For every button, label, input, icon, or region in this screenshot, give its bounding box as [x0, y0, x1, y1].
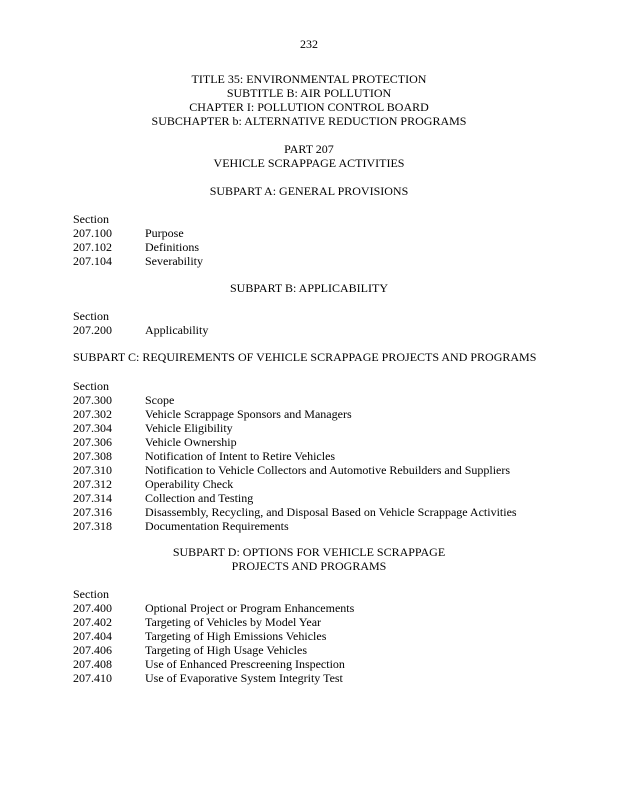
list-item [73, 435, 237, 449]
section-title: Use of Evaporative System Integrity Test [145, 671, 343, 685]
list-item [73, 449, 336, 463]
list-item [73, 407, 352, 421]
section-number: 207.318 [73, 519, 112, 533]
page-number: 232 [300, 37, 318, 51]
list-item [73, 615, 322, 629]
subpart-b-heading [0, 281, 618, 295]
section-title: Severability [145, 254, 203, 268]
section-title: Documentation Requirements [145, 519, 289, 533]
section-label: Section [73, 212, 109, 226]
title-line: TITLE 35: ENVIRONMENTAL PROTECTION [191, 72, 427, 86]
subchapter-line: SUBCHAPTER b: ALTERNATIVE REDUCTION PROGRAMS [151, 114, 467, 128]
section-title: Vehicle Eligibility [145, 421, 233, 435]
section-title: Collection and Testing [145, 491, 254, 505]
list-item [73, 657, 345, 671]
list-item [73, 240, 199, 254]
subpart-c-section-list [73, 379, 517, 533]
section-title: Scope [145, 393, 175, 407]
list-item [73, 601, 355, 615]
list-item [73, 254, 203, 268]
list-item [73, 671, 343, 685]
subpart-d-heading-line1: SUBPART D: OPTIONS FOR VEHICLE SCRAPPAGE [172, 545, 446, 559]
part-title: VEHICLE SCRAPPAGE ACTIVITIES [213, 156, 405, 170]
subpart-c-heading: SUBPART C: REQUIREMENTS OF VEHICLE SCRAPPAGE PROJECTS AND PROGRAMS [73, 350, 537, 364]
subpart-d-heading [0, 545, 618, 573]
section-title: Operability Check [145, 477, 234, 491]
subpart-a-section-list [73, 212, 203, 268]
document-header [0, 72, 618, 128]
section-title: Targeting of High Emissions Vehicles [145, 629, 327, 643]
section-title: Vehicle Ownership [145, 435, 237, 449]
section-number: 207.312 [73, 477, 112, 491]
list-item [73, 643, 308, 657]
section-number: 207.406 [73, 643, 112, 657]
list-item [73, 323, 209, 337]
section-title: Disassembly, Recycling, and Disposal Based on Vehicle Scrappage Activities [145, 505, 517, 519]
section-title: Targeting of High Usage Vehicles [145, 643, 308, 657]
section-title: Notification to Vehicle Collectors and Automotive Rebuilders and Suppliers [145, 463, 511, 477]
section-label: Section [73, 587, 109, 601]
list-item [73, 629, 327, 643]
section-number: 207.306 [73, 435, 112, 449]
list-item [73, 491, 254, 505]
section-number: 207.102 [73, 240, 112, 254]
subpart-a-heading [0, 184, 618, 198]
section-number: 207.404 [73, 629, 112, 643]
section-number: 207.400 [73, 601, 112, 615]
section-number: 207.302 [73, 407, 112, 421]
section-title: Definitions [145, 240, 199, 254]
subtitle-line: SUBTITLE B: AIR POLLUTION [226, 86, 392, 100]
section-number: 207.314 [73, 491, 112, 505]
section-title: Purpose [145, 226, 184, 240]
subpart-d-section-list [73, 587, 355, 685]
section-number: 207.100 [73, 226, 112, 240]
list-item [73, 421, 233, 435]
section-label: Section [73, 309, 109, 323]
part-heading [0, 142, 618, 170]
subpart-a-heading-text: SUBPART A: GENERAL PROVISIONS [209, 184, 409, 198]
list-item [73, 226, 184, 240]
subpart-b-heading-text: SUBPART B: APPLICABILITY [230, 281, 388, 295]
list-item [73, 393, 175, 407]
section-number: 207.308 [73, 449, 112, 463]
subpart-b-section-list [73, 309, 209, 337]
section-number: 207.408 [73, 657, 112, 671]
section-number: 207.410 [73, 671, 112, 685]
section-title: Notification of Intent to Retire Vehicles [145, 449, 336, 463]
section-title: Optional Project or Program Enhancements [145, 601, 355, 615]
list-item [73, 519, 289, 533]
chapter-line: CHAPTER I: POLLUTION CONTROL BOARD [189, 100, 429, 114]
section-title: Targeting of Vehicles by Model Year [145, 615, 322, 629]
list-item [73, 505, 517, 519]
section-title: Vehicle Scrappage Sponsors and Managers [145, 407, 352, 421]
section-number: 207.104 [73, 254, 112, 268]
section-number: 207.316 [73, 505, 112, 519]
section-label: Section [73, 379, 109, 393]
section-number: 207.304 [73, 421, 112, 435]
section-number: 207.402 [73, 615, 112, 629]
section-title: Use of Enhanced Prescreening Inspection [145, 657, 345, 671]
section-number: 207.200 [73, 323, 112, 337]
section-number: 207.310 [73, 463, 112, 477]
section-number: 207.300 [73, 393, 112, 407]
subpart-d-heading-line2: PROJECTS AND PROGRAMS [231, 559, 387, 573]
list-item [73, 463, 511, 477]
list-item [73, 477, 234, 491]
part-number: PART 207 [284, 142, 334, 156]
section-title: Applicability [145, 323, 209, 337]
